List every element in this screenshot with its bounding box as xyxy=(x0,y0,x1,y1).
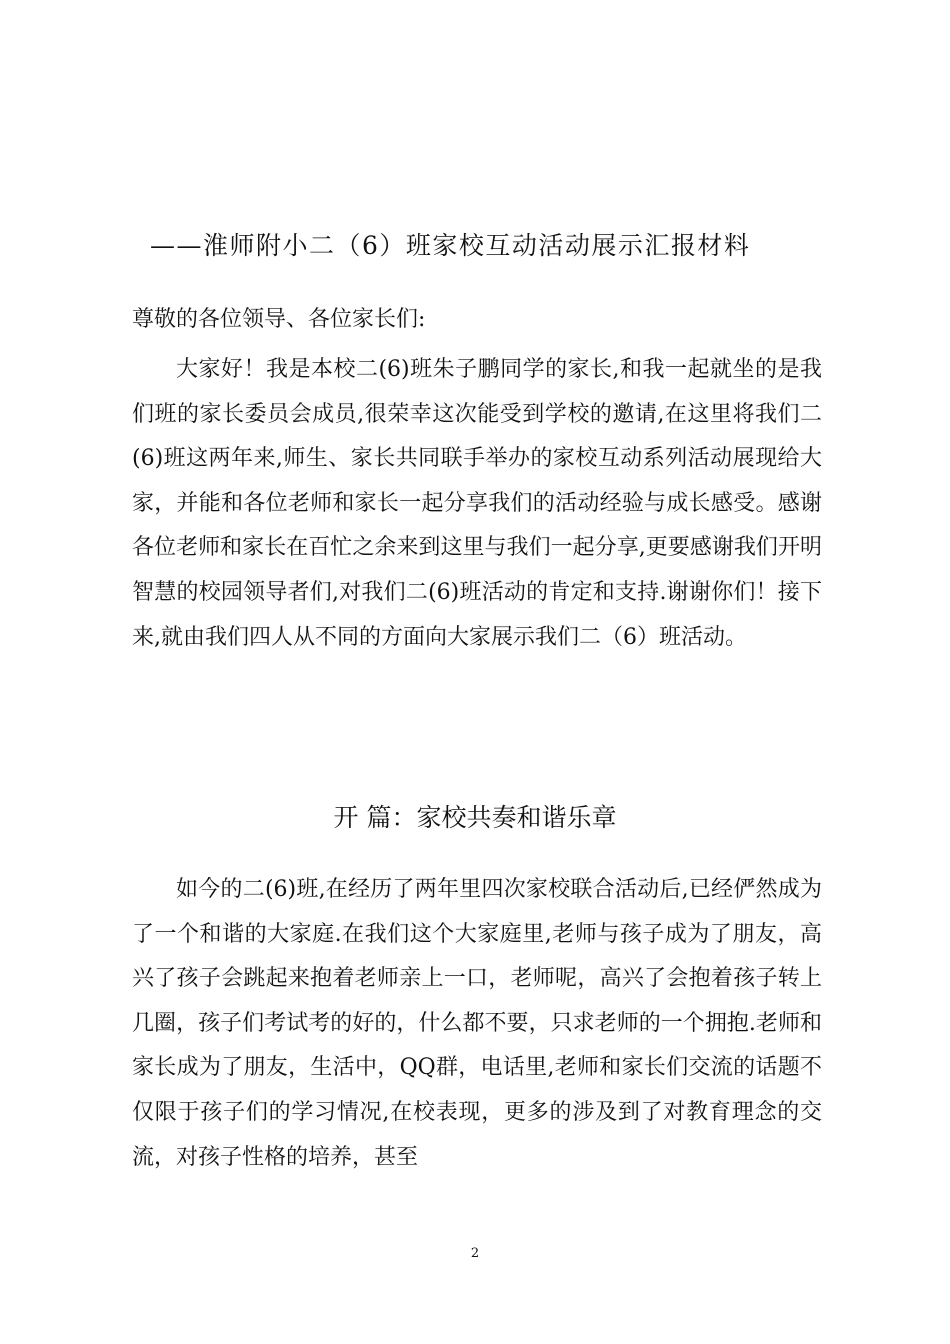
document-subtitle: ——淮师附小二（6）班家校互动活动展示汇报材料 xyxy=(150,231,751,260)
salutation: 尊敬的各位领导、各位家长们: xyxy=(132,307,426,332)
body-paragraph: 大家好！我是本校二(6)班朱子鹏同学的家长,和我一起就坐的是我们班的家长委员会成员,很荣幸这次能受到学校的邀请,在这里将我们二(6)班这两年来,师生、家长共同联手举办的家校互动系列活动展现给大家，并能和各位老师和家长一起分享我们的活动经验与成长感受。感谢各位老师和家长在百忙之余来到这里与我们一起分享,更要感谢我们开明智慧的校园领导者们,对我们二(6)班活动的肯定和支持.谢谢你们！接下来,就由我们四人从不同的方面向大家展示我们二（6）班活动。 xyxy=(132,357,822,650)
page-number: 2 xyxy=(470,1246,480,1261)
section-heading: 开 篇：家校共奏和谐乐章 xyxy=(333,803,617,832)
section-paragraph: 如今的二(6)班,在经历了两年里四次家校联合活动后,已经俨然成为了一个和谐的大家庭.在我们这个大家庭里,老师与孩子成为了朋友，高兴了孩子会跳起来抱着老师亲上一口，老师呢，高兴了会抱着孩子转上几圈，孩子们考试考的好的，什么都不要，只求老师的一个拥抱.老师和家长成为了朋友，生活中，QQ群，电话里,老师和家长们交流的话题不仅限于孩子们的学习情况,在校表现，更多的涉及到了对教育理念的交流，对孩子性格的培养，甚至 xyxy=(132,877,822,1170)
